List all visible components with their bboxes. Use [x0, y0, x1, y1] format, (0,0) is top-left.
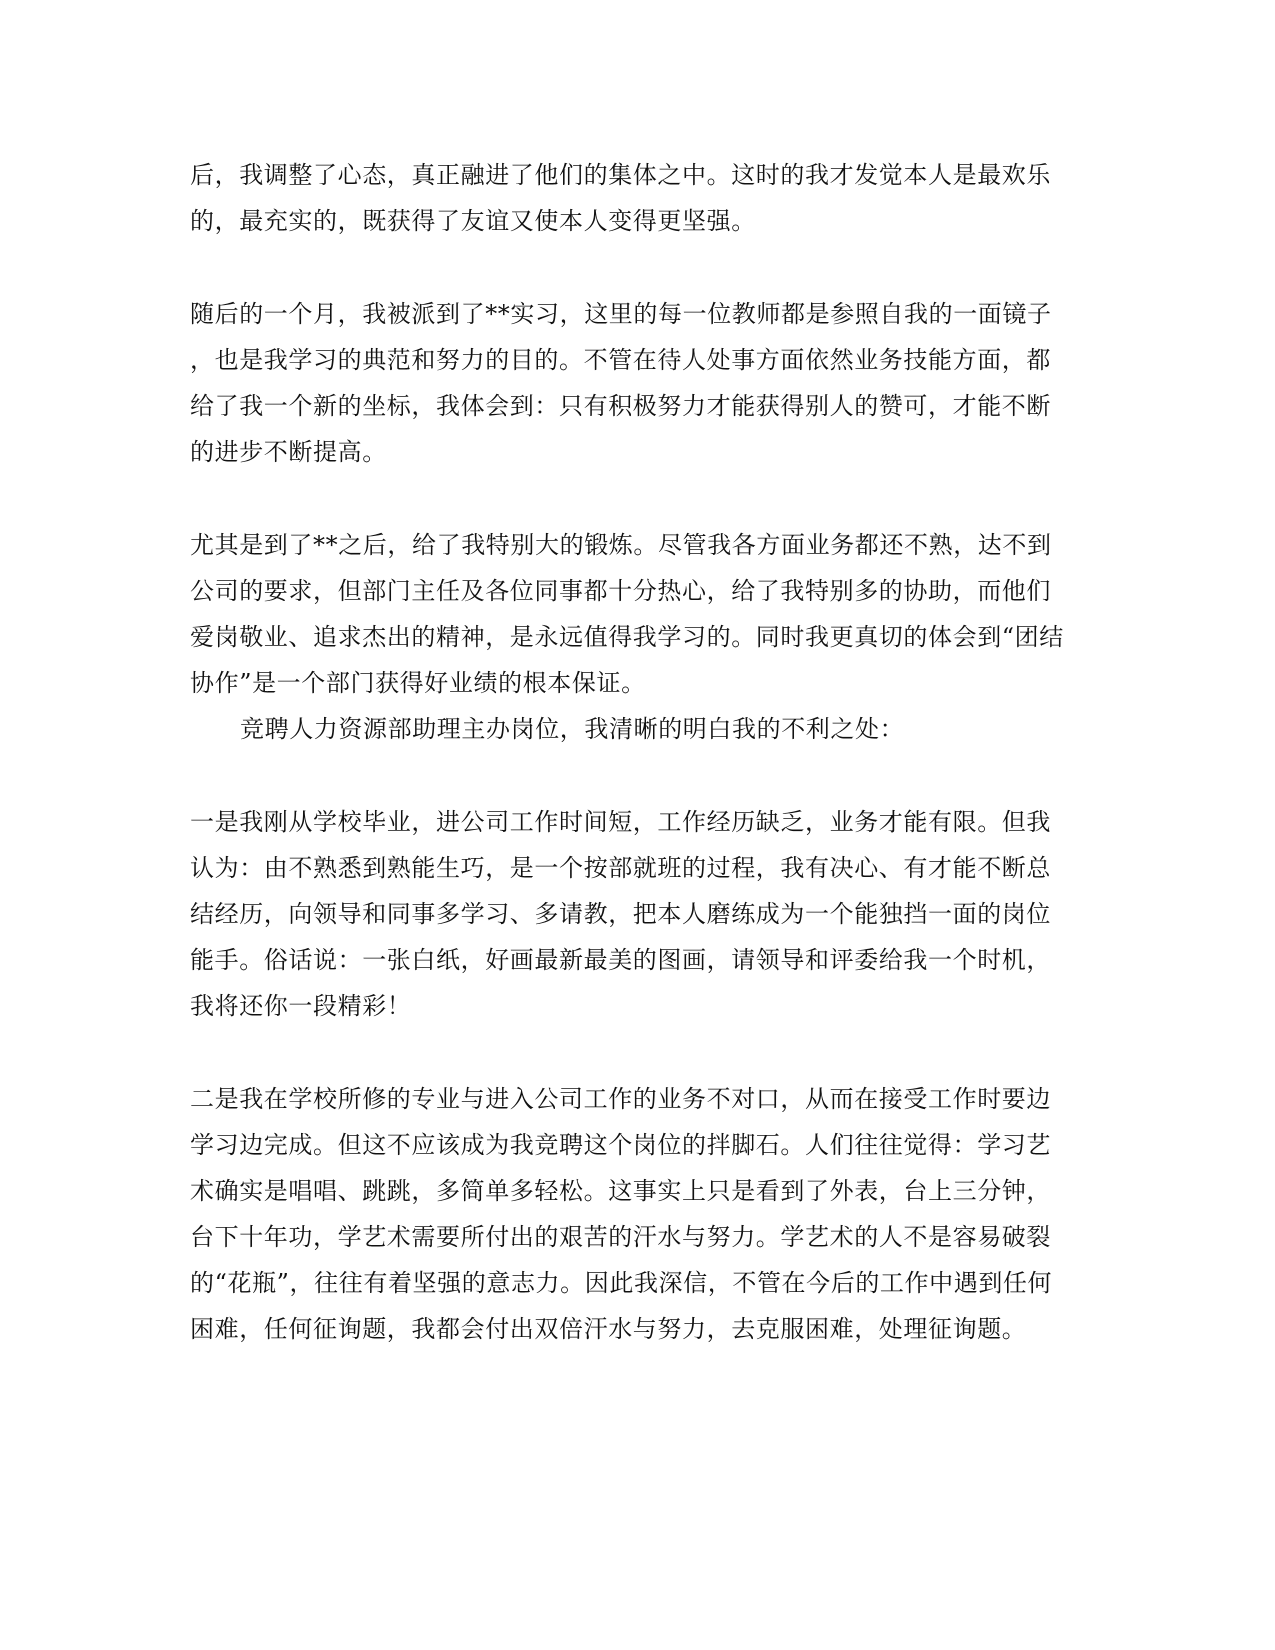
- text-line: 的，最充实的，既获得了友谊又使本人变得更坚强。: [190, 207, 756, 235]
- text-line: 二是我在学校所修的专业与进入公司工作的业务不对口，从而在接受工作时要边: [190, 1085, 1051, 1113]
- text-line: 给了我一个新的坐标，我体会到：只有积极努力才能获得别人的赞可，才能不断: [190, 392, 1051, 420]
- text-line: 学习边完成。但这不应该成为我竞聘这个岗位的拌脚石。人们往往觉得：学习艺: [190, 1131, 1051, 1159]
- text-line: 竞聘人力资源部助理主办岗位，我清晰的明白我的不利之处：: [240, 715, 905, 743]
- text-line: 术确实是唱唱、跳跳，多简单多轻松。这事实上只是看到了外表，台上三分钟，: [190, 1177, 1051, 1205]
- text-line: 困难，任何征询题，我都会付出双倍汗水与努力，去克服困难，处理征询题。: [190, 1315, 1027, 1343]
- text-line: 随后的一个月，我被派到了**实习，这里的每一位教师都是参照自我的一面镜子: [190, 300, 1052, 328]
- text-line: 认为：由不熟悉到熟能生巧，是一个按部就班的过程，我有决心、有才能不断总: [190, 854, 1051, 882]
- text-line: 爱岗敬业、追求杰出的精神，是永远值得我学习的。同时我更真切的体会到“团结: [190, 623, 1064, 651]
- text-line: ，也是我学习的典范和努力的目的。不管在待人处事方面依然业务技能方面，都: [190, 346, 1051, 374]
- text-line: 的“花瓶”，往往有着坚强的意志力。因此我深信，不管在今后的工作中遇到任何: [190, 1269, 1053, 1297]
- text-line: 协作”是一个部门获得好业绩的根本保证。: [190, 669, 646, 697]
- text-line: 能手。俗话说：一张白纸，好画最新最美的图画，请领导和评委给我一个时机，: [190, 946, 1051, 974]
- text-line: 一是我刚从学校毕业，进公司工作时间短，工作经历缺乏，业务才能有限。但我: [190, 808, 1051, 836]
- text-line: 公司的要求，但部门主任及各位同事都十分热心，给了我特别多的协助，而他们: [190, 577, 1051, 605]
- text-line: 的进步不断提高。: [190, 438, 387, 466]
- text-line: 后，我调整了心态，真正融进了他们的集体之中。这时的我才发觉本人是最欢乐: [190, 161, 1051, 189]
- text-line: 我将还你一段精彩！: [190, 992, 412, 1020]
- text-line: 尤其是到了**之后，给了我特别大的锻炼。尽管我各方面业务都还不熟，达不到: [190, 531, 1052, 559]
- text-line: 结经历，向领导和同事多学习、多请教，把本人磨练成为一个能独挡一面的岗位: [190, 900, 1051, 928]
- text-line: 台下十年功，学艺术需要所付出的艰苦的汗水与努力。学艺术的人不是容易破裂: [190, 1223, 1051, 1251]
